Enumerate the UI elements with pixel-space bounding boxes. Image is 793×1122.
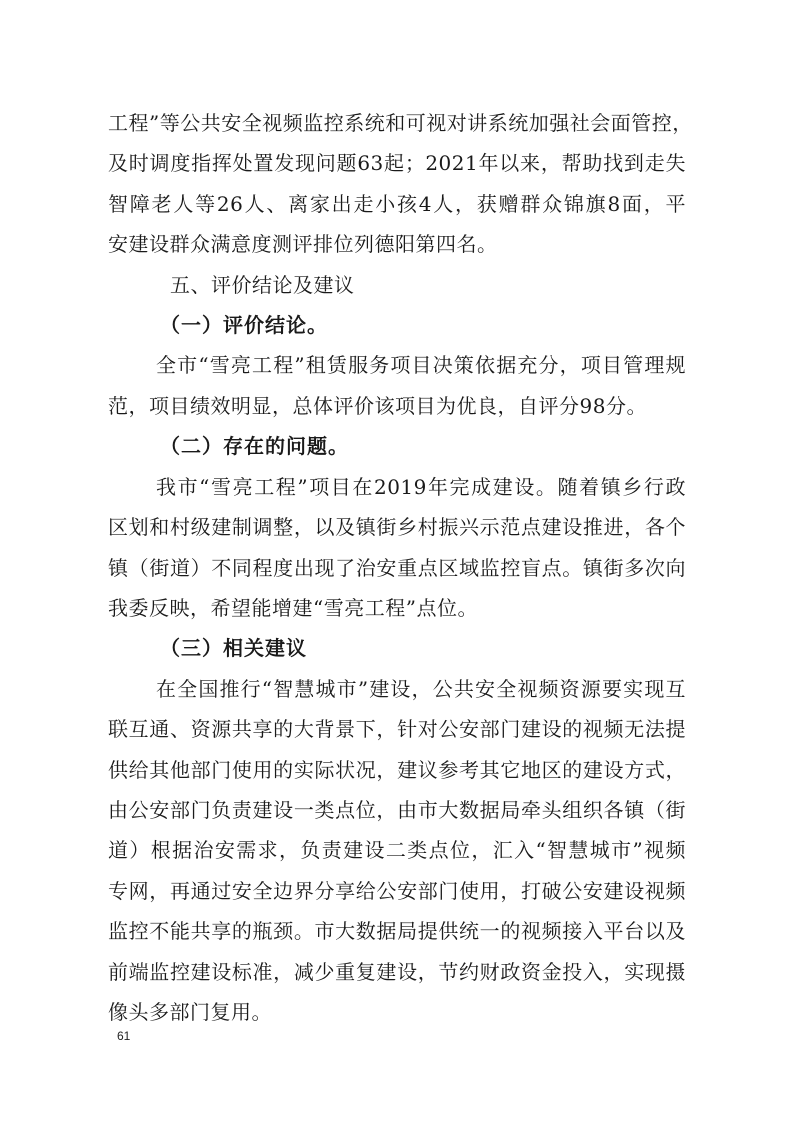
paragraph-line: 安建设群众满意度测评排位列德阳第四名。 bbox=[108, 232, 498, 256]
paragraph-line: 及时调度指挥处置发现问题63起；2021年以来，帮助找到走失 bbox=[108, 151, 686, 175]
paragraph-line: 由公安部门负责建设一类点位，由市大数据局牵头组织各镇（街 bbox=[108, 798, 686, 822]
section-heading: 五、评价结论及建议 bbox=[170, 273, 355, 297]
paragraph-line: 道）根据治安需求，负责建设二类点位，汇入“智慧城市”视频 bbox=[108, 838, 686, 862]
paragraph-line: 全市“雪亮工程”租赁服务项目决策依据充分，项目管理规 bbox=[156, 353, 686, 377]
paragraph-line: 供给其他部门使用的实际状况，建议参考其它地区的建设方式， bbox=[108, 758, 686, 782]
paragraph-line: 在全国推行“智慧城市”建设，公共安全视频资源要实现互 bbox=[156, 677, 686, 701]
paragraph-line: 监控不能共享的瓶颈。市大数据局提供统一的视频接入平台以及 bbox=[108, 919, 686, 943]
paragraph-line: 范，项目绩效明显，总体评价该项目为优良，自评分98分。 bbox=[108, 394, 647, 418]
subsection-heading: （二）存在的问题。 bbox=[160, 434, 349, 458]
subsection-heading: （一）评价结论。 bbox=[160, 313, 328, 337]
paragraph-line: 镇（街道）不同程度出现了治安重点区域监控盲点。镇街多次向 bbox=[108, 556, 686, 580]
paragraph-line: 前端监控建设标准，减少重复建设，节约财政资金投入，实现摄 bbox=[108, 960, 686, 984]
paragraph-line: 专网，再通过安全边界分享给公安部门使用，打破公安建设视频 bbox=[108, 879, 686, 903]
subsection-heading: （三）相关建议 bbox=[160, 636, 307, 660]
paragraph-line: 我市“雪亮工程”项目在2019年完成建设。随着镇乡行政 bbox=[156, 475, 686, 499]
paragraph-line: 联互通、资源共享的大背景下，针对公安部门建设的视频无法提 bbox=[108, 717, 686, 741]
paragraph-line: 工程”等公共安全视频监控系统和可视对讲系统加强社会面管控， bbox=[108, 111, 693, 135]
paragraph-line: 智障老人等26人、离家出走小孩4人，获赠群众锦旗8面，平 bbox=[108, 192, 686, 216]
page-number: 61 bbox=[117, 1029, 131, 1043]
paragraph-line: 区划和村级建制调整，以及镇街乡村振兴示范点建设推进，各个 bbox=[108, 515, 686, 539]
paragraph-line: 我委反映，希望能增建“雪亮工程”点位。 bbox=[108, 596, 478, 620]
paragraph-line: 像头多部门复用。 bbox=[108, 1000, 272, 1024]
